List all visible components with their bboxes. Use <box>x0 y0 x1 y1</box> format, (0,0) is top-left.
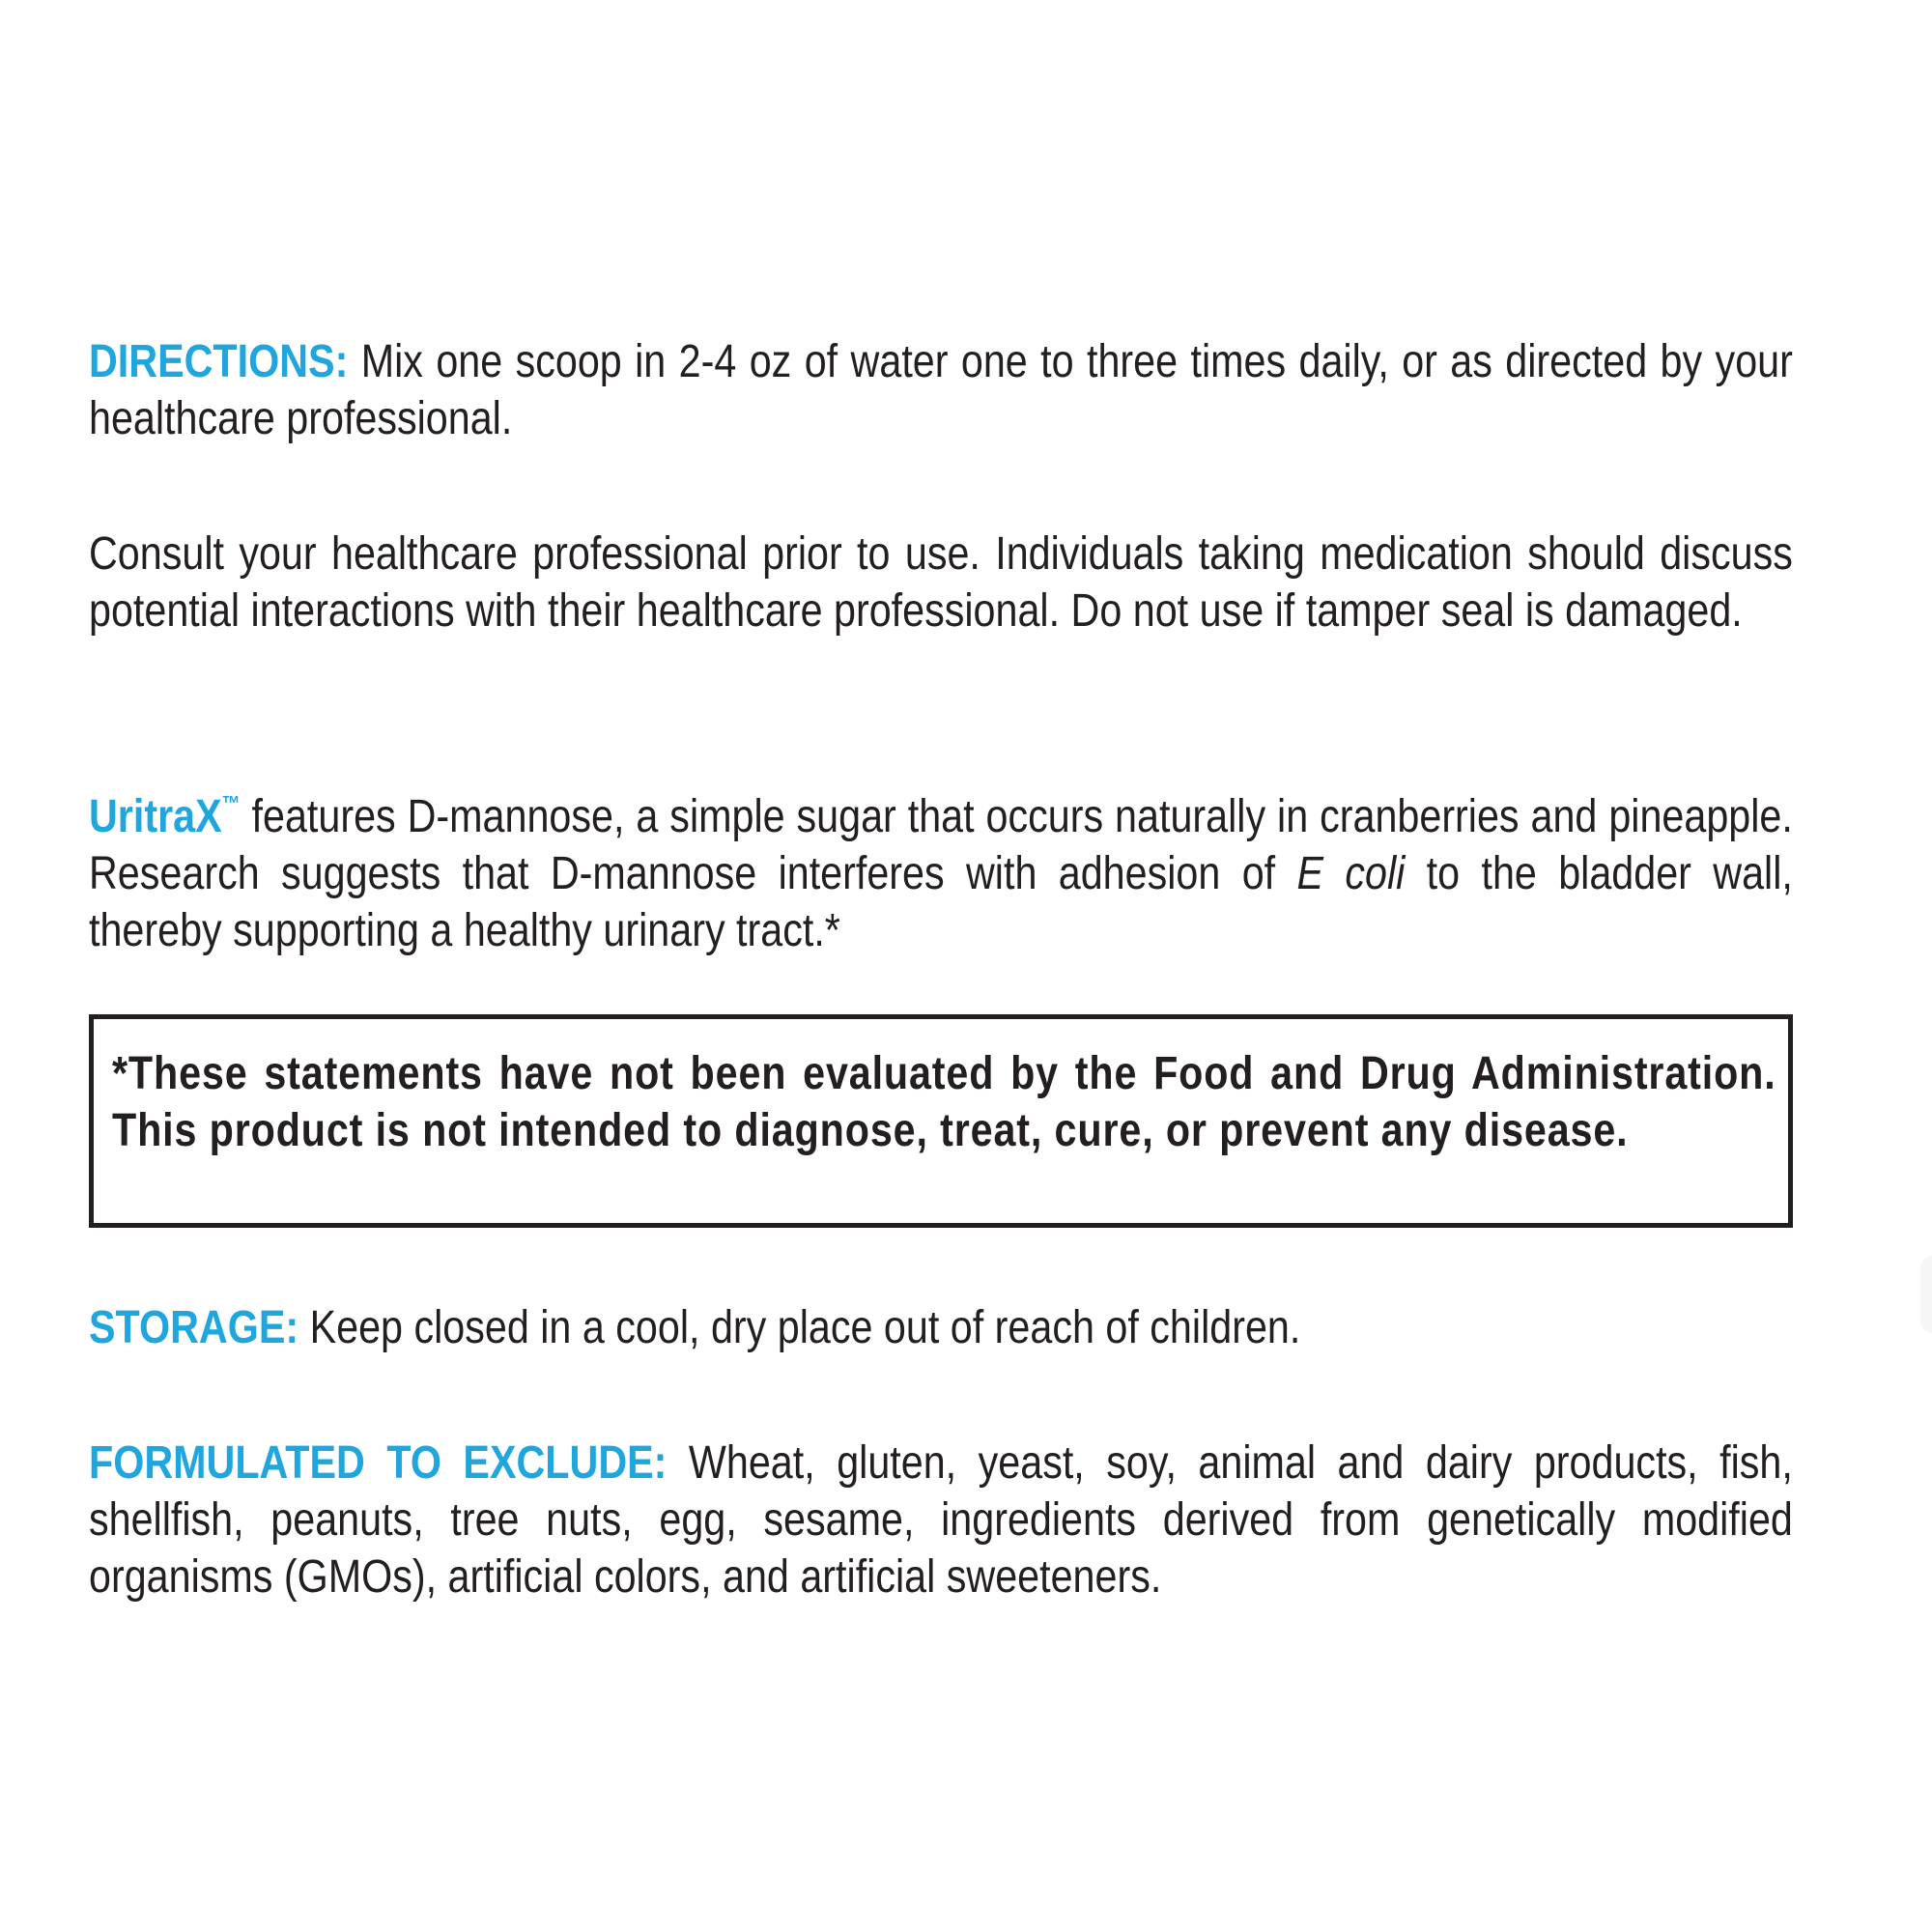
consult-paragraph <box>89 526 1793 639</box>
trademark-symbol: ™ <box>221 791 241 815</box>
directions-paragraph <box>89 333 1793 447</box>
brand-name: UritraX <box>89 791 222 842</box>
description-text-before: features D-mannose, a simple sugar that occurs naturally in cranberries and pineapple. Research suggests that D-mannose interferes with adhesion of <box>89 791 1793 899</box>
edge-shading <box>1920 1256 1932 1333</box>
exclusions-paragraph <box>89 1435 1793 1605</box>
storage-paragraph <box>89 1299 1793 1356</box>
fda-disclaimer-box <box>89 1014 1793 1228</box>
exclusions-text: Wheat, gluten, yeast, soy, animal and dairy products, fish, shellfish, peanuts, tree nuts, egg, sesame, ingredients derived from genetically modified organisms (GMOs), artificial colors, and artificial sweeteners. <box>89 1437 1793 1603</box>
directions-text: Mix one scoop in 2-4 oz of water one to three times daily, or as directed by your healthcare professional. <box>89 336 1793 444</box>
organism-name: E coli <box>1296 848 1406 899</box>
storage-heading: STORAGE: <box>89 1302 299 1353</box>
exclusions-heading: FORMULATED TO EXCLUDE: <box>89 1437 668 1489</box>
storage-text: Keep closed in a cool, dry place out of reach of children. <box>298 1302 1301 1353</box>
consult-text: Consult your healthcare professional prior to use. Individuals taking medication should discuss potential interactions with their healthcare professional. Do not use if tamper seal is damaged. <box>89 528 1793 637</box>
directions-heading: DIRECTIONS: <box>89 336 349 387</box>
product-description-paragraph <box>89 775 1793 959</box>
fda-disclaimer-text: *These statements have not been evaluated by the Food and Drug Administration. This product is not intended to diagnose, treat, cure, or prevent any disease. <box>112 1048 1776 1156</box>
description-text-after: to the bladder wall, thereby supporting a healthy urinary tract.* <box>89 848 1793 956</box>
